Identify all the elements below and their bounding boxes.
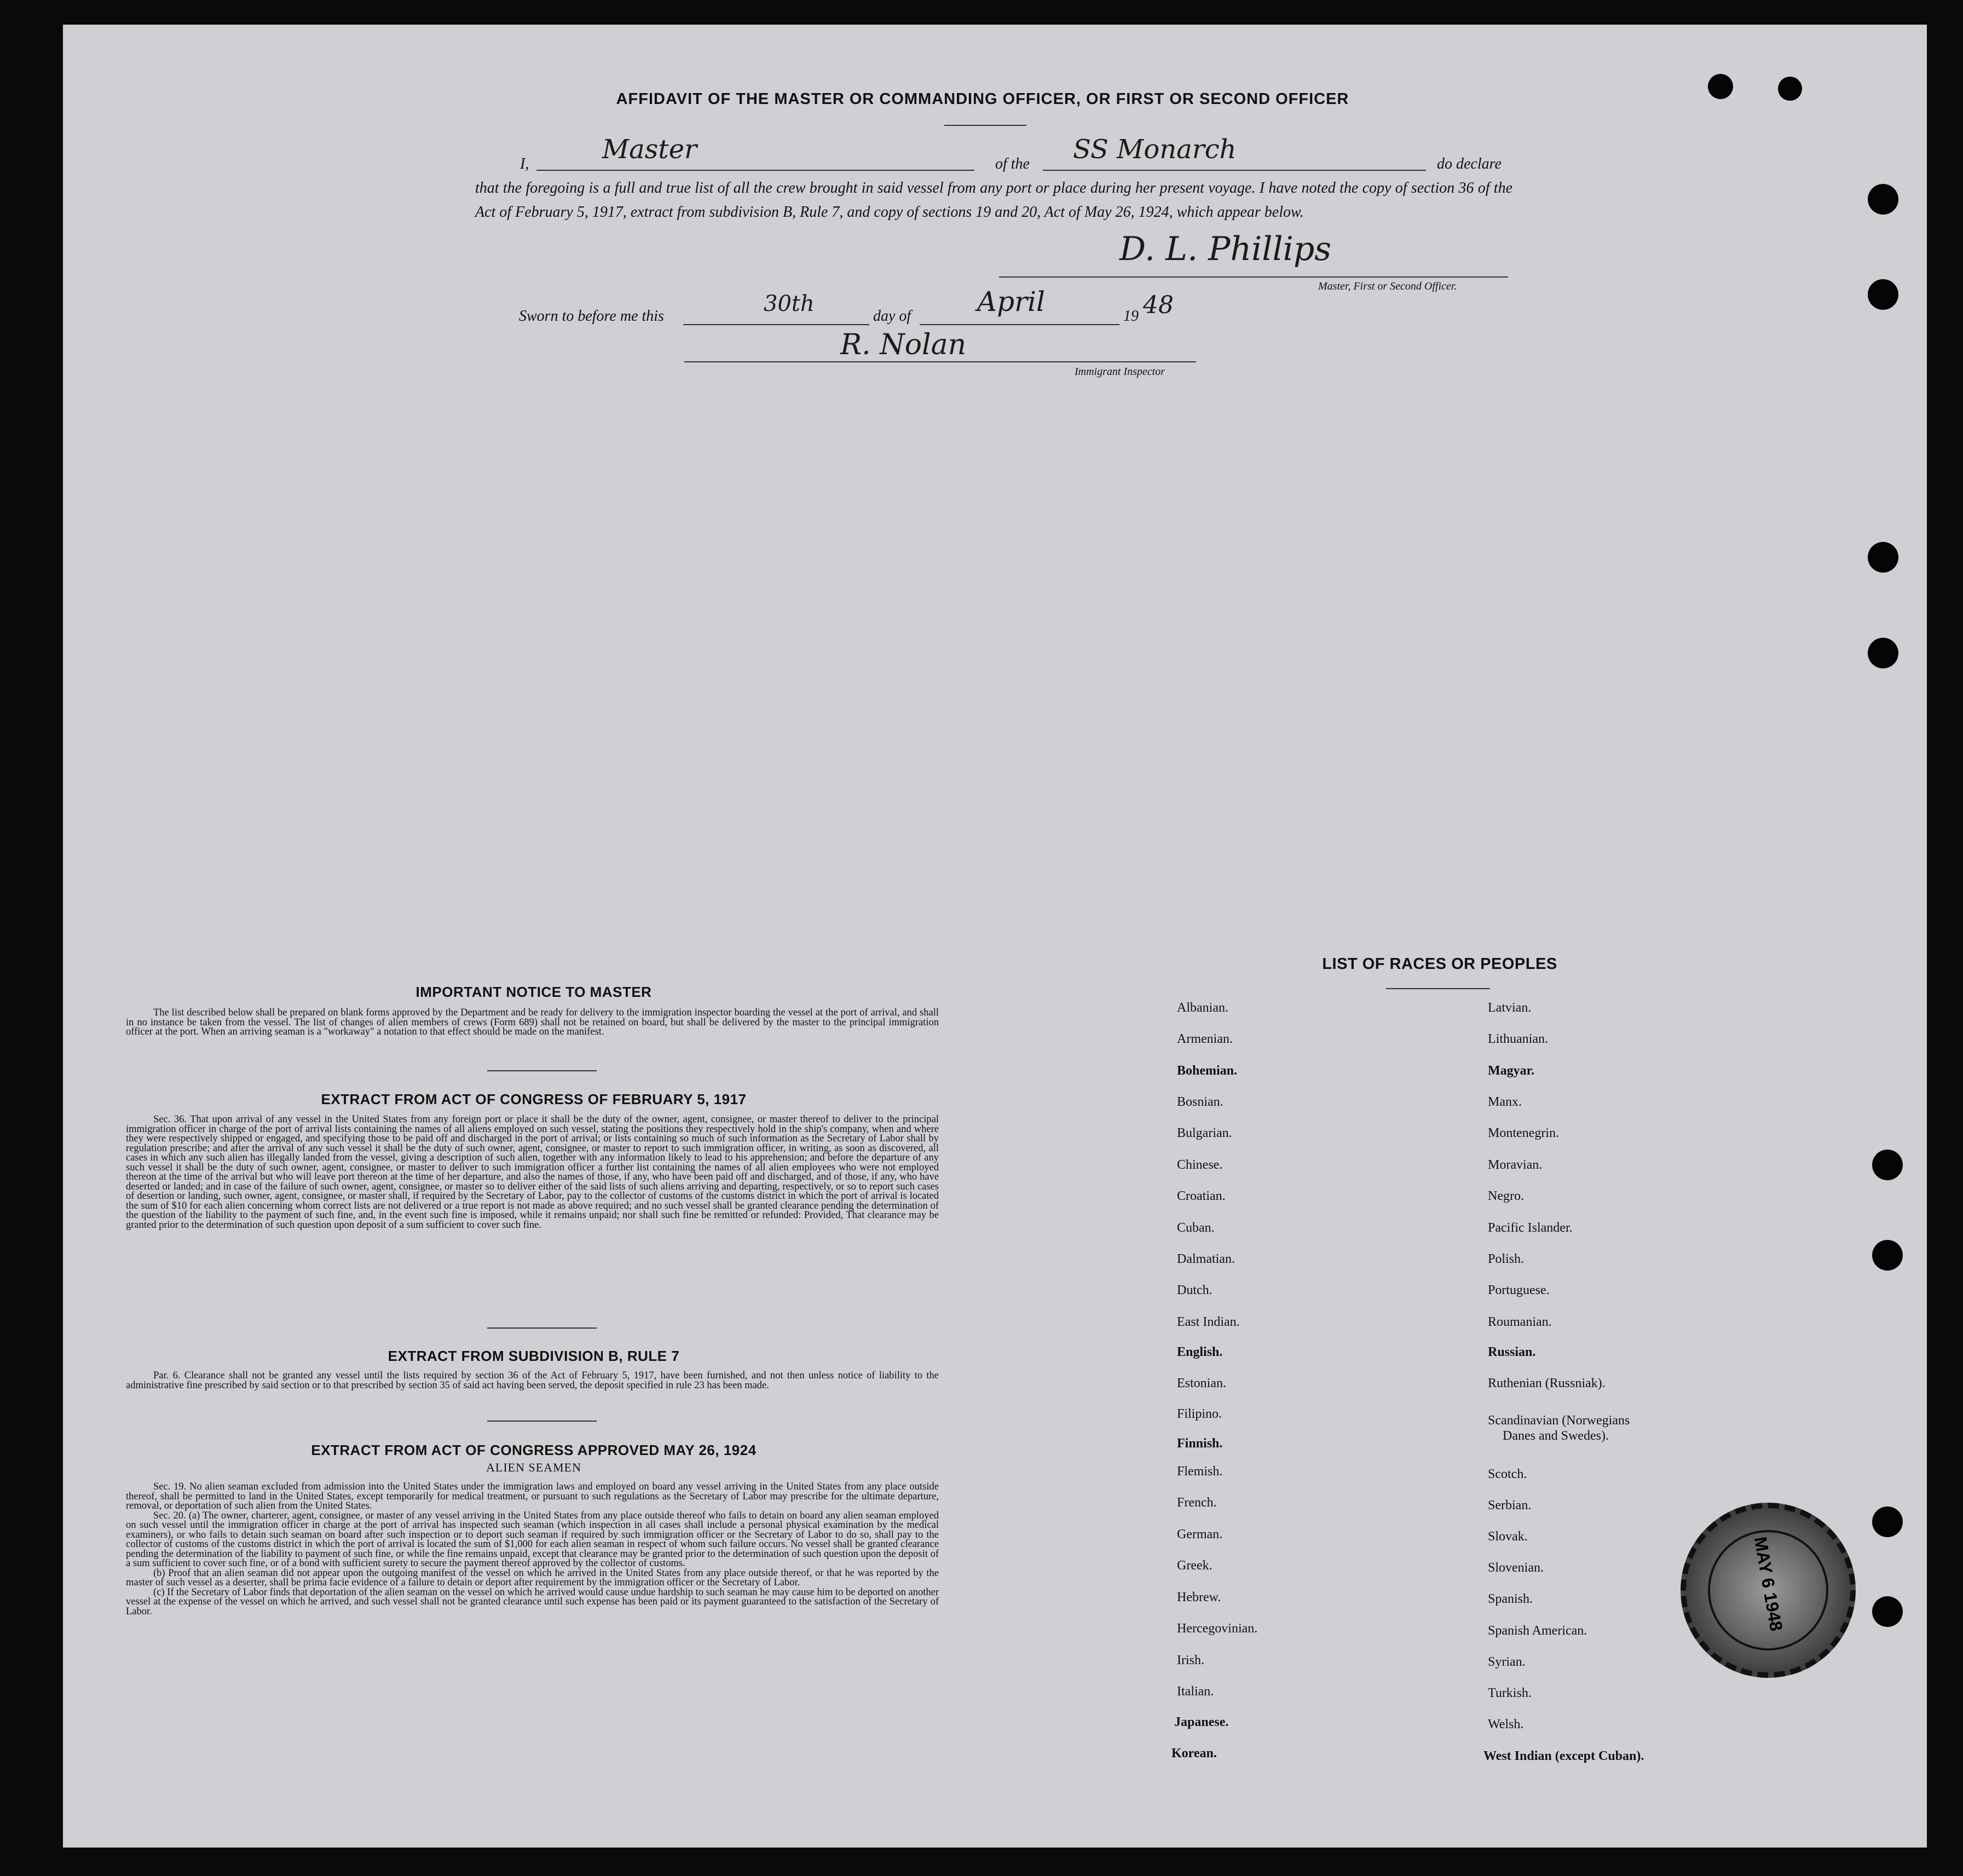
extract-rule7-title: EXTRACT FROM SUBDIVISION B, RULE 7 xyxy=(388,1348,680,1364)
race-left: Bohemian. xyxy=(1177,1064,1238,1078)
sworn-day: 30th xyxy=(764,291,815,316)
race-right: Danes and Swedes). xyxy=(1503,1429,1609,1443)
race-left: Bosnian. xyxy=(1177,1095,1223,1109)
race-left: Korean. xyxy=(1171,1746,1217,1760)
handwritten-vessel: SS Monarch xyxy=(1073,134,1237,165)
race-right: Ruthenian (Russniak). xyxy=(1488,1376,1606,1390)
extract-1917-title: EXTRACT FROM ACT OF CONGRESS OF FEBRUARY 5, 1917 xyxy=(321,1091,747,1107)
race-left: Hercegovinian. xyxy=(1177,1621,1258,1636)
day-blank-line xyxy=(683,324,869,325)
race-left: Hebrew. xyxy=(1177,1590,1221,1604)
vessel-blank-line xyxy=(1043,170,1426,171)
race-left: French. xyxy=(1177,1496,1217,1510)
punch-hole xyxy=(1708,74,1733,99)
race-right: Pacific Islander. xyxy=(1488,1221,1573,1235)
affidavit-of-the: of the xyxy=(995,155,1030,172)
sworn-year: 48 xyxy=(1143,291,1174,319)
sworn-year-prefix: 19 xyxy=(1123,308,1139,325)
race-left: English. xyxy=(1177,1345,1223,1359)
race-left: Cuban. xyxy=(1177,1221,1215,1235)
divider xyxy=(1386,988,1490,989)
race-left: Estonian. xyxy=(1177,1376,1226,1390)
divider xyxy=(487,1327,597,1329)
sec-20c: (c) If the Secretary of Labor finds that deportation of the alien seaman on the vessel on which he arrived would cause undue hardship to such seaman he may cause him to be deported on another vessel at the expense of the vessel on which he arrived, and such vessel shall not be granted clearance until such expense has been paid or its payment guaranteed to the satisfaction of the Secretary of Labor. xyxy=(126,1586,939,1617)
race-left: Dutch. xyxy=(1177,1283,1213,1297)
affidavit-title: AFFIDAVIT OF THE MASTER OR COMMANDING OFFICER, OR FIRST OR SECOND OFFICER xyxy=(616,90,1349,108)
extract-rule7-text: Par. 6. Clearance shall not be granted any vessel until the lists required by section 36 of the Act of February 5, 1917, have been furnished, and not then unless notice of liability to the administrative fine prescribed by said section or to that prescribed by section 35 of said act having been served, the deposit specified in rule 23 has been made. xyxy=(126,1370,939,1391)
notice-title: IMPORTANT NOTICE TO MASTER xyxy=(415,984,652,1000)
race-right: Turkish. xyxy=(1488,1686,1532,1700)
extract-1924-subtitle: ALIEN SEAMEN xyxy=(486,1461,581,1474)
punch-hole xyxy=(1872,1240,1903,1271)
race-right: Spanish American. xyxy=(1488,1624,1587,1638)
race-right: Roumanian. xyxy=(1488,1315,1552,1329)
race-left: Flemish. xyxy=(1177,1464,1223,1479)
extract-1917-text: Sec. 36. That upon arrival of any vessel in the United States from any foreign port or place it shall be the duty of the owner, agent, consignee, or master thereof to deliver to the principal immigration officer in charge of the port of arrival lists containing the names of all aliens employed on such vessel, stating the positions they respectively hold in the ship's company, when and where they were respectively shipped or engaged, and specifying those to be paid off and discharged in the port of arrival; or lists containing so much of such information as the Secretary of Labor shall by regulation prescribe; and after the arrival of any such vessel it shall be the duty of such owner, agent, consignee, or master to report to such immigration officer, in writing, as soon as discovered, all cases in which any such alien has illegally landed from the vessel, giving a description of such alien, together with any information likely to lead to his apprehension; and before the departure of any such vessel it shall be the duty of such owner, agent, consignee, or master to deliver to such immigration officer a further list containing the names of all alien employees who were not employed thereon at the time of the arrival but who will leave port thereon at the time of her departure, and also the names of those, if any, who have been paid off and discharged, and of those, if any, who have deserted or landed; and in case of the failure of such owner, agent, consignee, or master so to deliver either of the said lists of such aliens arriving and departing, respectively, or so to report such cases of desertion or landing, such owner, agent, consignee, or master shall, if required by the Secretary of Labor, pay to the collector of customs of the customs district in which the port of arrival is located the sum of $10 for each alien concerning whom correct lists are not delivered or a true report is not made as above required; and no such vessel shall be granted clearance pending the determination of the question of the liability to the payment of such fine, and, in the event such fine is imposed, while it remains unpaid; nor shall such fine be remitted or refunded: Provided, That clearance may be granted prior to the determination of such question upon deposit of a sum sufficient to cover such fine. xyxy=(126,1114,939,1231)
punch-hole xyxy=(1868,279,1898,310)
race-left: Italian. xyxy=(1177,1684,1214,1699)
race-right: Negro. xyxy=(1488,1189,1524,1203)
name-blank-line xyxy=(536,170,974,171)
race-right: Moravian. xyxy=(1488,1158,1543,1172)
race-right: Russian. xyxy=(1488,1345,1536,1359)
affidavit-do-declare: do declare xyxy=(1437,155,1502,172)
races-title: LIST OF RACES OR PEOPLES xyxy=(1322,955,1557,973)
race-left: German. xyxy=(1177,1527,1223,1542)
race-right: Slovak. xyxy=(1488,1529,1528,1544)
sec-19: Sec. 19. No alien seaman excluded from admission into the United States under the immigration laws and employed on board any vessel arriving in the United States from any place outside thereof, shall be permitted to land in the United States, except temporarily for medical treatment, or pursuant to such regulations as the Secretary of Labor may prescribe for the ultimate departure, removal, or deportation of such alien from the United States. xyxy=(126,1481,939,1511)
affidavit-line1-prefix: I, xyxy=(520,155,529,172)
race-right: Welsh. xyxy=(1488,1717,1524,1731)
sec-20a: Sec. 20. (a) The owner, charterer, agent, consignee, or master of any vessel arriving in the United States from any place outside thereof who fails to detain on board any alien seaman employed on such vessel until the immigration officer in charge at the port of arrival has inspected such seaman (which inspection in all cases shall include a personal physical examination by the medical examiners), or who fails to detain such seaman on board after such inspection or to deport such seaman if required by such immigration officer or the Secretary of Labor to do so, shall pay to the collector of customs of the customs district in which the port of arrival is located the sum of $1,000 for each alien seaman in respect of whom such failure occurs. No vessel shall be granted clearance pending the determination of the liability to payment of such fine, or while the fine remains unpaid, except that clearance may be granted prior to the determination of such question upon the deposit of a sum sufficient to cover such fine, or of a bond with sufficient surety to secure the payment thereof approved by the collector of customs. xyxy=(126,1510,939,1569)
race-right: Slovenian. xyxy=(1488,1561,1544,1575)
race-right: Montenegrin. xyxy=(1488,1126,1559,1140)
race-right: Manx. xyxy=(1488,1095,1522,1109)
signature-line xyxy=(999,276,1508,278)
race-right: Scandinavian (Norwegians xyxy=(1488,1413,1630,1428)
divider xyxy=(487,1421,597,1422)
punch-hole xyxy=(1868,184,1898,215)
master-signature: D. L. Phillips xyxy=(1119,230,1332,268)
race-right: Portuguese. xyxy=(1488,1283,1550,1297)
sworn-day-of: day of xyxy=(873,308,911,325)
race-right: Serbian. xyxy=(1488,1498,1532,1513)
race-left: Japanese. xyxy=(1174,1715,1229,1729)
signature-caption: Master, First or Second Officer. xyxy=(1318,280,1457,292)
race-left: Filipino. xyxy=(1177,1407,1222,1421)
extract-1924-title: EXTRACT FROM ACT OF CONGRESS APPROVED MAY 26, 1924 xyxy=(311,1442,757,1458)
race-right: Syrian. xyxy=(1488,1655,1526,1669)
race-left: Chinese. xyxy=(1177,1158,1223,1172)
race-left: Croatian. xyxy=(1177,1189,1226,1203)
race-left: Greek. xyxy=(1177,1558,1213,1573)
race-right: Polish. xyxy=(1488,1252,1525,1266)
race-left: Irish. xyxy=(1177,1653,1204,1667)
race-left: Albanian. xyxy=(1177,1001,1228,1015)
notice-text: The list described below shall be prepared on blank forms approved by the Department and be ready for delivery to the immigration inspector boarding the vessel at the port of arrival, and shall in no instance be taken from the vessel. The list of changes of alien members of crews (Form 689) shall not be retained on board, but shall be delivered by the master to the principal immigration officer at the port. When an arriving seaman is a "workaway" a notation to that effect should be made on the manifest. xyxy=(126,1007,939,1037)
date-stamp xyxy=(1681,1503,1856,1678)
race-left: Dalmatian. xyxy=(1177,1252,1235,1266)
inspector-line xyxy=(684,361,1196,362)
punch-hole xyxy=(1872,1506,1903,1537)
punch-hole xyxy=(1872,1150,1903,1180)
race-right: Magyar. xyxy=(1488,1064,1535,1078)
race-right: West Indian (except Cuban). xyxy=(1483,1749,1644,1763)
punch-hole xyxy=(1778,77,1802,101)
inspector-signature: R. Nolan xyxy=(840,328,967,361)
title-divider xyxy=(944,125,1026,126)
handwritten-rank: Master xyxy=(602,134,697,165)
sworn-month: April xyxy=(977,286,1045,318)
inspector-caption: Immigrant Inspector xyxy=(1075,366,1165,378)
extract-1924-text xyxy=(126,1482,939,1617)
affidavit-body: that the foregoing is a full and true list of all the crew brought in said vessel from any port or place during her present voyage. I have noted the copy of section 36 of the Act of February 5, 1917, extract from subdivision B, Rule 7, and copy of sections 19 and 20, Act of May 26, 1924, which appear below. xyxy=(475,180,1512,221)
punch-hole xyxy=(1868,638,1898,668)
stamp-date: MAY 6 1948 xyxy=(1750,1535,1787,1633)
race-left: Bulgarian. xyxy=(1177,1126,1232,1140)
punch-hole xyxy=(1868,542,1898,573)
sec-20b: (b) Proof that an alien seaman did not appear upon the outgoing manifest of the vessel on which he arrived in the United States from any place outside thereof, or that he was reported by the master of such vessel as a deserter, shall be prima facie evidence of a failure to detain or deport after requirement by the immigration officer or the Secretary of Labor. xyxy=(126,1567,939,1588)
race-right: Lithuanian. xyxy=(1488,1032,1548,1046)
race-right: Scotch. xyxy=(1488,1467,1527,1481)
race-right: Spanish. xyxy=(1488,1592,1533,1606)
punch-hole xyxy=(1872,1596,1903,1627)
race-right: Latvian. xyxy=(1488,1001,1532,1015)
sworn-prefix: Sworn to before me this xyxy=(519,308,664,325)
race-left: Finnish. xyxy=(1177,1436,1223,1451)
race-left: Armenian. xyxy=(1177,1032,1233,1046)
race-left: East Indian. xyxy=(1177,1315,1240,1329)
divider xyxy=(487,1070,597,1071)
month-blank-line xyxy=(920,324,1119,325)
